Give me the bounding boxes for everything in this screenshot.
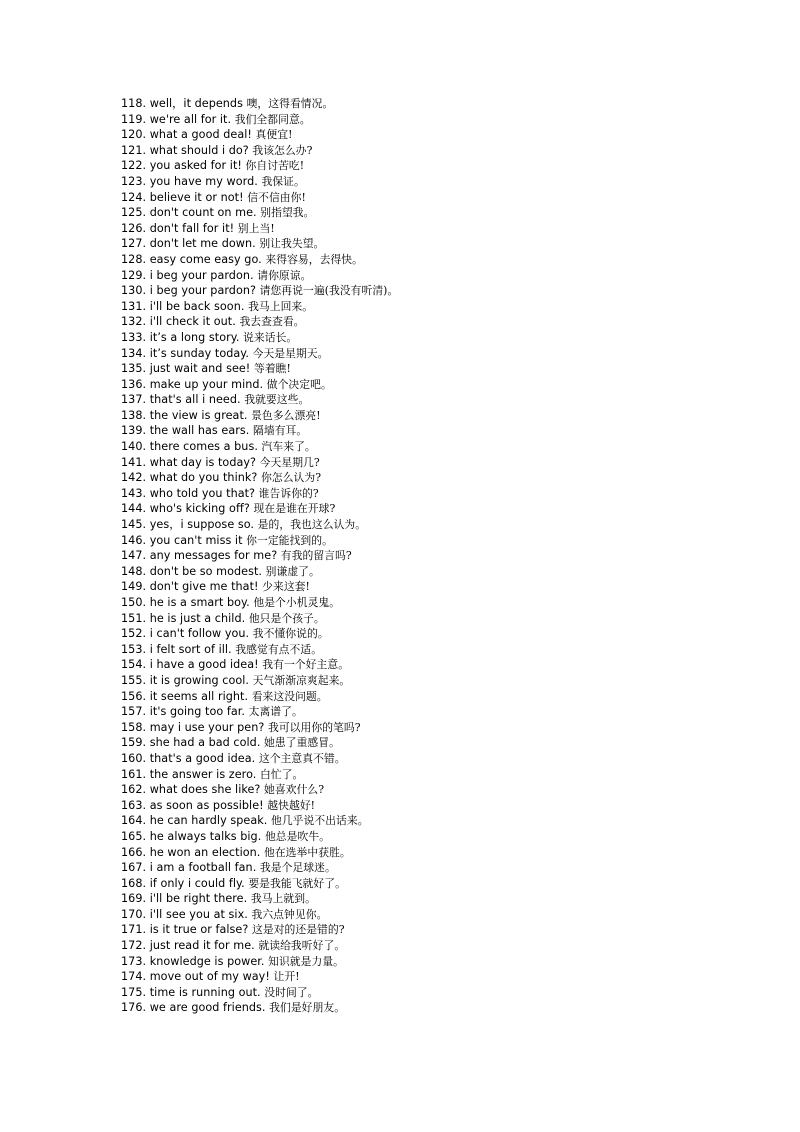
list-item — [121, 829, 761, 845]
phrase-english: what a good deal! — [149, 128, 252, 142]
phrase-english: it’s sunday today. — [149, 346, 249, 360]
list-item — [121, 657, 761, 673]
list-item — [121, 314, 761, 330]
phrase-number: 153. — [121, 642, 147, 656]
phrase-number: 118. — [121, 97, 147, 110]
phrase-english: it is growing cool. — [149, 673, 250, 687]
phrase-chinese: 我感觉有点不适。 — [235, 642, 323, 656]
list-item — [121, 642, 761, 658]
phrase-number: 150. — [121, 596, 147, 609]
phrase-chinese: 我去查查看。 — [239, 315, 305, 329]
phrase-number: 161. — [121, 767, 147, 781]
list-item — [121, 813, 761, 829]
list-item — [121, 860, 761, 876]
phrase-english: time is running out. — [149, 985, 261, 999]
list-item — [121, 486, 761, 502]
phrase-chinese: 我马上就到。 — [250, 892, 316, 906]
phrase-number: 140. — [121, 440, 147, 454]
list-item — [121, 533, 761, 549]
phrase-chinese: 别上当! — [237, 221, 275, 235]
list-item — [121, 845, 761, 861]
list-item — [121, 470, 761, 486]
phrase-chinese: 我们是好朋友。 — [269, 1001, 346, 1015]
phrase-chinese: 天气渐渐凉爽起来。 — [252, 673, 351, 687]
list-item — [121, 96, 761, 112]
phrase-chinese: 我该怎么办? — [252, 143, 313, 157]
phrase-chinese: 今天是星期天。 — [252, 346, 329, 360]
list-item — [121, 689, 761, 705]
phrase-english: it’s a long story. — [149, 330, 240, 344]
phrase-number: 119. — [121, 112, 147, 126]
phrase-english: knowledge is power. — [149, 954, 265, 968]
phrase-english: don't fall for it! — [149, 221, 235, 235]
phrase-chinese: 就读给我听好了。 — [258, 939, 346, 953]
phrase-chinese: 他在选举中获胜。 — [263, 845, 351, 859]
phrase-english: he is just a child. — [149, 611, 246, 625]
phrase-english: we're all for it. — [149, 112, 232, 126]
phrase-english: make up your mind. — [149, 377, 264, 391]
list-item — [121, 611, 761, 627]
phrase-chinese: 有我的留言吗? — [280, 549, 352, 563]
phrase-english: is it true or false? — [149, 923, 249, 937]
phrase-list — [121, 96, 761, 1016]
phrase-english: he won an election. — [149, 845, 261, 859]
phrase-number: 164. — [121, 814, 147, 828]
phrase-english: you can't miss it — [149, 533, 243, 547]
list-item — [121, 751, 761, 767]
list-item — [121, 143, 761, 159]
phrase-chinese: 现在是谁在开球? — [253, 502, 336, 516]
phrase-english: believe it or not! — [149, 190, 244, 204]
phrase-number: 124. — [121, 190, 147, 204]
phrase-chinese: 信不信由你! — [247, 190, 306, 204]
phrase-english: i'll check it out. — [149, 315, 236, 329]
phrase-english: don't be so modest. — [149, 564, 263, 578]
phrase-chinese: 他是个小机灵鬼。 — [253, 596, 341, 609]
list-item — [121, 221, 761, 237]
list-item — [121, 283, 761, 299]
phrase-english: we are good friends. — [149, 1001, 266, 1015]
phrase-chinese: 看来这没问题。 — [251, 689, 328, 703]
phrase-number: 121. — [121, 143, 147, 157]
phrase-english: if only i could fly. — [149, 876, 245, 890]
phrase-number: 163. — [121, 798, 147, 812]
phrase-chinese: 噢，这得看情况。 — [246, 97, 334, 110]
list-item — [121, 377, 761, 393]
list-item — [121, 938, 761, 954]
list-item — [121, 1000, 761, 1016]
phrase-english: he is a smart boy. — [149, 596, 250, 609]
phrase-number: 167. — [121, 861, 147, 875]
phrase-english: she had a bad cold. — [149, 736, 261, 750]
list-item — [121, 408, 761, 424]
list-item — [121, 907, 761, 923]
phrase-number: 127. — [121, 237, 147, 251]
phrase-number: 138. — [121, 408, 147, 422]
phrase-chinese: 我是个足球迷。 — [259, 861, 336, 875]
phrase-number: 135. — [121, 362, 147, 376]
phrase-chinese: 汽车来了。 — [261, 440, 316, 454]
phrase-chinese: 他几乎说不出话来。 — [270, 814, 369, 828]
phrase-number: 144. — [121, 502, 147, 516]
phrase-english: just read it for me. — [149, 939, 255, 953]
phrase-english: as soon as possible! — [149, 798, 264, 812]
phrase-chinese: 今天星期几? — [259, 455, 320, 469]
phrase-number: 166. — [121, 845, 147, 859]
phrase-number: 170. — [121, 907, 147, 921]
list-item — [121, 346, 761, 362]
phrase-english: who told you that? — [149, 486, 256, 500]
phrase-english: don't let me down. — [149, 237, 256, 251]
list-item — [121, 922, 761, 938]
phrase-number: 137. — [121, 393, 147, 407]
phrase-chinese: 别谦虚了。 — [265, 564, 320, 578]
phrase-chinese: 让开! — [273, 970, 300, 984]
list-item — [121, 501, 761, 517]
phrase-number: 132. — [121, 315, 147, 329]
phrase-english: what should i do? — [149, 143, 249, 157]
phrase-chinese: 他总是吹牛。 — [264, 829, 331, 843]
phrase-english: he can hardly speak. — [149, 814, 268, 828]
phrase-english: what does she like? — [149, 783, 261, 797]
phrase-english: that's a good idea. — [149, 751, 256, 765]
list-item — [121, 720, 761, 736]
phrase-english: there comes a bus. — [149, 440, 258, 454]
phrase-chinese: 你一定能找到的。 — [246, 533, 333, 547]
phrase-english: he always talks big. — [149, 829, 262, 843]
list-item — [121, 268, 761, 284]
phrase-number: 141. — [121, 455, 147, 469]
phrase-chinese: 我不懂你说的。 — [252, 627, 329, 641]
phrase-chinese: 我六点钟见你。 — [251, 907, 328, 921]
list-item — [121, 517, 761, 533]
phrase-number: 151. — [121, 611, 147, 625]
phrase-number: 136. — [121, 377, 147, 391]
phrase-chinese: 要是我能飞就好了。 — [248, 876, 346, 890]
phrase-number: 147. — [121, 549, 147, 563]
list-item — [121, 579, 761, 595]
phrase-chinese: 我马上回来。 — [248, 299, 314, 313]
phrase-chinese: 等着瞧! — [253, 362, 291, 376]
phrase-chinese: 谁告诉你的? — [258, 486, 319, 500]
list-item — [121, 735, 761, 751]
phrase-chinese: 做个决定吧。 — [266, 377, 332, 391]
phrase-chinese: 知识就是力量。 — [268, 954, 345, 968]
list-item — [121, 704, 761, 720]
phrase-english: who's kicking off? — [149, 502, 250, 516]
phrase-english: the wall has ears. — [149, 424, 250, 438]
phrase-english: the view is great. — [149, 408, 248, 422]
phrase-number: 134. — [121, 346, 147, 360]
phrase-chinese: 请您再说一遍(我没有听清)。 — [259, 284, 399, 298]
phrase-number: 155. — [121, 673, 147, 687]
phrase-english: i'll see you at six. — [149, 907, 248, 921]
phrase-chinese: 请你原谅。 — [257, 268, 312, 282]
phrase-english: you have my word. — [149, 174, 258, 188]
phrase-number: 172. — [121, 939, 147, 953]
phrase-number: 126. — [121, 221, 147, 235]
phrase-chinese: 白忙了。 — [259, 767, 304, 781]
list-item — [121, 969, 761, 985]
phrase-english: i beg your pardon. — [149, 268, 254, 282]
phrase-chinese: 说来话长。 — [243, 330, 298, 344]
phrase-english: that's all i need. — [149, 393, 241, 407]
phrase-number: 143. — [121, 486, 147, 500]
phrase-number: 145. — [121, 518, 147, 532]
phrase-number: 139. — [121, 424, 147, 438]
list-item — [121, 767, 761, 783]
phrase-number: 142. — [121, 471, 147, 485]
phrase-chinese: 别指望我。 — [260, 206, 315, 220]
phrase-number: 146. — [121, 533, 147, 547]
phrase-chinese: 这是对的还是错的? — [251, 923, 345, 937]
phrase-english: easy come easy go. — [149, 252, 262, 266]
phrase-chinese: 她患了重感冒。 — [264, 736, 340, 750]
phrase-number: 176. — [121, 1001, 147, 1015]
list-item — [121, 174, 761, 190]
phrase-number: 130. — [121, 284, 147, 298]
list-item — [121, 361, 761, 377]
phrase-english: yes，i suppose so. — [149, 518, 255, 532]
phrase-english: i have a good idea! — [149, 658, 259, 672]
phrase-number: 129. — [121, 268, 147, 282]
phrase-english: just wait and see! — [149, 362, 251, 376]
phrase-chinese: 别让我失望。 — [259, 237, 325, 251]
phrase-english: i beg your pardon? — [149, 284, 256, 298]
phrase-number: 133. — [121, 330, 147, 344]
phrase-number: 165. — [121, 829, 147, 843]
phrase-english: it's going too far. — [149, 705, 245, 719]
phrase-chinese: 我们全都同意。 — [234, 112, 311, 126]
phrase-number: 171. — [121, 923, 147, 937]
phrase-number: 173. — [121, 954, 147, 968]
phrase-number: 168. — [121, 876, 147, 890]
phrase-english: any messages for me? — [149, 549, 278, 563]
phrase-number: 122. — [121, 159, 147, 173]
list-item — [121, 330, 761, 346]
list-item — [121, 891, 761, 907]
list-item — [121, 673, 761, 689]
phrase-number: 162. — [121, 783, 147, 797]
list-item — [121, 205, 761, 221]
phrase-number: 169. — [121, 892, 147, 906]
list-item — [121, 127, 761, 143]
list-item — [121, 236, 761, 252]
phrase-number: 125. — [121, 206, 147, 220]
phrase-chinese: 真便宜! — [255, 128, 293, 142]
list-item — [121, 392, 761, 408]
list-item — [121, 985, 761, 1001]
phrase-number: 158. — [121, 720, 147, 734]
phrase-chinese: 隔墙有耳。 — [253, 424, 308, 438]
list-item — [121, 798, 761, 814]
list-item — [121, 112, 761, 128]
phrase-number: 156. — [121, 689, 147, 703]
phrase-number: 131. — [121, 299, 147, 313]
phrase-english: i can't follow you. — [149, 627, 250, 641]
phrase-number: 175. — [121, 985, 147, 999]
phrase-number: 120. — [121, 128, 147, 142]
phrase-english: i'll be right there. — [149, 892, 248, 906]
phrase-chinese: 越快越好! — [267, 798, 316, 812]
phrase-english: well，it depends — [149, 97, 243, 110]
list-item — [121, 158, 761, 174]
phrase-chinese: 你怎么认为? — [261, 471, 322, 485]
phrase-english: may i use your pen? — [149, 720, 265, 734]
phrase-english: don't give me that! — [149, 580, 259, 594]
phrase-number: 159. — [121, 736, 147, 750]
phrase-number: 160. — [121, 751, 147, 765]
phrase-number: 148. — [121, 564, 147, 578]
phrase-number: 128. — [121, 252, 147, 266]
list-item — [121, 439, 761, 455]
list-item — [121, 626, 761, 642]
list-item — [121, 548, 761, 564]
phrase-chinese: 我保证。 — [261, 174, 305, 188]
phrase-english: i am a football fan. — [149, 861, 257, 875]
phrase-chinese: 这个主意真不错。 — [258, 751, 346, 765]
phrase-chinese: 景色多么漂亮! — [251, 408, 321, 422]
list-item — [121, 782, 761, 798]
list-item — [121, 299, 761, 315]
phrase-chinese: 太离谱了。 — [248, 705, 303, 719]
phrase-chinese: 我有一个好主意。 — [262, 658, 350, 672]
phrase-chinese: 少来这套! — [262, 580, 310, 594]
phrase-english: it seems all right. — [149, 689, 249, 703]
phrase-english: i felt sort of ill. — [149, 642, 232, 656]
phrase-english: you asked for it! — [149, 159, 242, 173]
phrase-chinese: 是的，我也这么认为。 — [257, 518, 367, 532]
list-item — [121, 455, 761, 471]
list-item — [121, 190, 761, 206]
list-item — [121, 595, 761, 611]
list-item — [121, 564, 761, 580]
list-item — [121, 954, 761, 970]
phrase-english: don't count on me. — [149, 206, 257, 220]
phrase-english: i'll be back soon. — [149, 299, 245, 313]
phrase-number: 149. — [121, 580, 147, 594]
phrase-number: 123. — [121, 174, 147, 188]
phrase-english: move out of my way! — [149, 970, 270, 984]
list-item — [121, 423, 761, 439]
phrase-chinese: 他只是个孩子。 — [248, 611, 325, 625]
phrase-chinese: 我就要这些。 — [244, 393, 310, 407]
phrase-number: 152. — [121, 627, 147, 641]
phrase-chinese: 你自讨苦吃! — [245, 159, 305, 173]
list-item — [121, 876, 761, 892]
phrase-chinese: 没时间了。 — [264, 985, 319, 999]
phrase-english: the answer is zero. — [149, 767, 257, 781]
phrase-number: 157. — [121, 705, 147, 719]
phrase-chinese: 来得容易，去得快。 — [265, 252, 363, 266]
phrase-chinese: 我可以用你的笔吗? — [267, 720, 361, 734]
list-item — [121, 252, 761, 268]
phrase-number: 154. — [121, 658, 147, 672]
phrase-number: 174. — [121, 970, 147, 984]
phrase-chinese: 她喜欢什么? — [264, 783, 325, 797]
phrase-english: what day is today? — [149, 455, 257, 469]
phrase-english: what do you think? — [149, 471, 258, 485]
